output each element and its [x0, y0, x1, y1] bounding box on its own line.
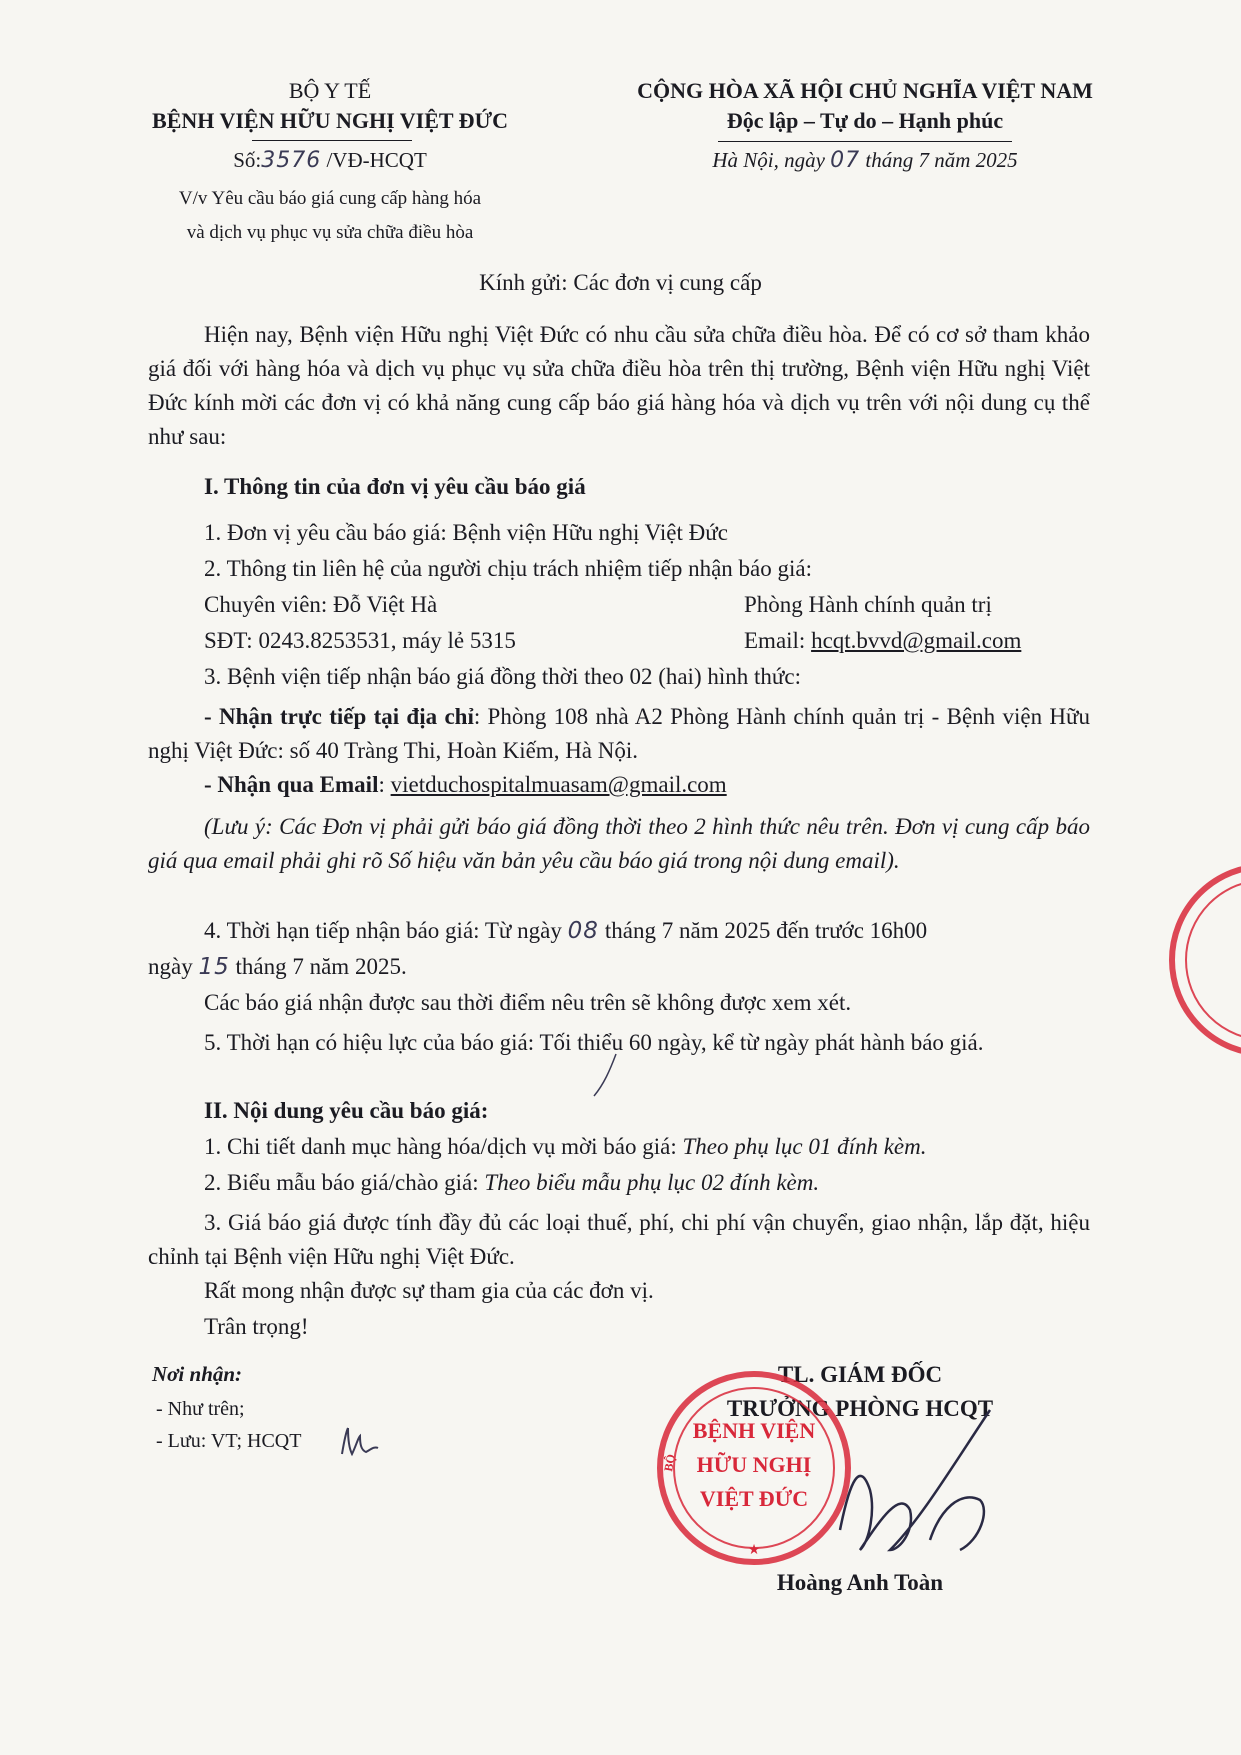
item-4-text-b: tháng 7 năm 2025 đến trước 16h00: [604, 918, 928, 943]
date-day-handwritten: 07: [830, 148, 861, 173]
stamp-line-3: VIỆT ĐỨC: [699, 1486, 809, 1511]
stamp-ring-text: BỘ: [661, 1453, 678, 1473]
section-2-item-2-text: 2. Biểu mẫu báo giá/chào giá:: [204, 1170, 479, 1195]
direct-submission-label: - Nhận trực tiếp tại địa chỉ: [204, 704, 474, 729]
section-2-title: II. Nội dung yêu cầu báo giá:: [204, 1098, 489, 1123]
issue-date: [580, 148, 1150, 173]
submission-note: (Lưu ý: Các Đơn vị phải gửi báo giá đồng thời theo 2 hình thức nêu trên. Đơn vị cung cấp báo giá qua email phải ghi rõ Số hiệu văn bản yêu cầu báo giá trong nội dung email).: [148, 814, 1090, 873]
item-4-from-day-handwritten: 08: [567, 918, 599, 944]
signature-title-1: TL. GIÁM ĐỐC: [777, 1362, 943, 1387]
section-1-item-1: 1. Đơn vị yêu cầu báo giá: Bệnh viện Hữu nghị Việt Đức: [204, 520, 728, 545]
recipient-item: - Như trên;: [156, 1398, 245, 1420]
doc-no-suffix: /VĐ-HCQT: [326, 148, 427, 172]
motto-underline: [718, 141, 1012, 142]
section-2-item-2-italic: Theo biểu mẫu phụ lục 02 đính kèm.: [484, 1170, 820, 1195]
date-prefix: Hà Nội, ngày: [712, 148, 825, 172]
recipient-item: - Lưu: VT; HCQT: [156, 1430, 302, 1452]
contact-email-row: [744, 628, 1021, 654]
section-2-item-1: [204, 1134, 926, 1160]
item-4-text-c: ngày: [148, 954, 193, 979]
section-1-item-2: 2. Thông tin liên hệ của người chịu trách nhiệm tiếp nhận báo giá:: [204, 556, 812, 581]
hospital-name: BỆNH VIỆN HỮU NGHỊ VIỆT ĐỨC: [152, 108, 508, 133]
nation-motto: Độc lập – Tự do – Hạnh phúc: [726, 108, 1004, 133]
item-4-text-d: tháng 7 năm 2025.: [235, 954, 407, 979]
section-1-item-3: 3. Bệnh viện tiếp nhận báo giá đồng thời theo 02 (hai) hình thức:: [204, 664, 801, 689]
email-submission: [204, 772, 727, 798]
subject-line-1: V/v Yêu cầu báo giá cung cấp hàng hóa: [178, 188, 482, 209]
section-1-item-4-note: Các báo giá nhận được sau thời điểm nêu trên sẽ không được xem xét.: [204, 990, 852, 1015]
contact-department: Phòng Hành chính quản trị: [744, 592, 992, 617]
subject-line-2: và dịch vụ phục vụ sửa chữa điều hòa: [186, 222, 474, 243]
section-1-item-4-cont: [148, 954, 407, 980]
date-suffix: tháng 7 năm 2025: [865, 148, 1018, 172]
email-submission-link[interactable]: vietduchospitalmuasam@gmail.com: [390, 772, 727, 797]
handwritten-initials: [336, 1424, 384, 1460]
section-1-item-5: 5. Thời hạn có hiệu lực của báo giá: Tối thiểu 60 ngày, kể từ ngày phát hành báo giá.: [204, 1030, 984, 1055]
direct-submission: [148, 700, 1090, 768]
item-4-text-a: 4. Thời hạn tiếp nhận báo giá: Từ ngày: [204, 918, 562, 943]
item-4-to-day-handwritten: 15: [198, 954, 230, 980]
direct-submission-text: : Phòng 108 nhà A2 Phòng Hành chính quản trị - Bệnh viện Hữu nghị Việt Đức: số 40 Tràng Thi, Hoàn Kiếm, Hà Nội.: [148, 704, 1090, 763]
closing-line-1: Rất mong nhận được sự tham gia của các đơn vị.: [204, 1278, 654, 1303]
pen-mark: [590, 1050, 620, 1100]
signer-name: Hoàng Anh Toàn: [776, 1570, 944, 1595]
ministry-name: BỘ Y TẾ: [288, 78, 372, 103]
stamp-line-1: BỆNH VIỆN: [692, 1418, 816, 1443]
stamp-line-2: HỮU NGHỊ: [696, 1452, 812, 1477]
nation-title: CỘNG HÒA XÃ HỘI CHỦ NGHĨA VIỆT NAM: [637, 78, 1093, 103]
section-1-item-4: [204, 918, 927, 944]
section-2-item-3: 3. Giá báo giá được tính đầy đủ các loại thuế, phí, chi phí vận chuyển, giao nhận, lắp đặt, hiệu chỉnh tại Bệnh viện Hữu nghị Việt Đức.: [148, 1210, 1090, 1269]
document-number: [100, 148, 560, 173]
signature-title-2: TRƯỞNG PHÒNG HCQT: [726, 1396, 994, 1421]
contact-phone: SĐT: 0243.8253531, máy lẻ 5315: [204, 628, 516, 653]
hospital-underline: [252, 140, 412, 141]
contact-name: Chuyên viên: Đỗ Việt Hà: [204, 592, 438, 617]
section-1-title: I. Thông tin của đơn vị yêu cầu báo giá: [204, 474, 586, 499]
partial-seal-stamp: [1166, 860, 1241, 1060]
section-2-item-1-italic: Theo phụ lục 01 đính kèm.: [682, 1134, 927, 1159]
email-submission-label: - Nhận qua Email: [204, 772, 379, 797]
email-submission-colon: :: [378, 772, 385, 797]
section-2-item-2: [204, 1170, 819, 1196]
handwritten-signature: [830, 1400, 1020, 1570]
svg-text:★: ★: [747, 1543, 761, 1558]
recipients-title: Nơi nhận:: [152, 1362, 243, 1386]
closing-line-2: Trân trọng!: [204, 1314, 309, 1339]
intro-paragraph: Hiện nay, Bệnh viện Hữu nghị Việt Đức có nhu cầu sửa chữa điều hòa. Để có cơ sở tham khảo giá đối với hàng hóa và dịch vụ phục vụ sửa chữa điều hòa trên thị trường, Bệnh viện Hữu nghị Việt Đức kính mời các đơn vị có khả năng cung cấp báo giá hàng hóa và dịch vụ trên với nội dung cụ thể như sau:: [148, 322, 1090, 449]
hospital-seal-stamp: [654, 1368, 854, 1568]
contact-email-link[interactable]: hcqt.bvvd@gmail.com: [811, 628, 1022, 653]
doc-no-handwritten: 3576: [261, 148, 322, 173]
doc-no-prefix: Số:: [233, 148, 262, 172]
section-2-item-1-text: 1. Chi tiết danh mục hàng hóa/dịch vụ mời báo giá:: [204, 1134, 677, 1159]
salutation: Kính gửi: Các đơn vị cung cấp: [479, 270, 762, 295]
contact-email-label: Email:: [744, 628, 806, 653]
